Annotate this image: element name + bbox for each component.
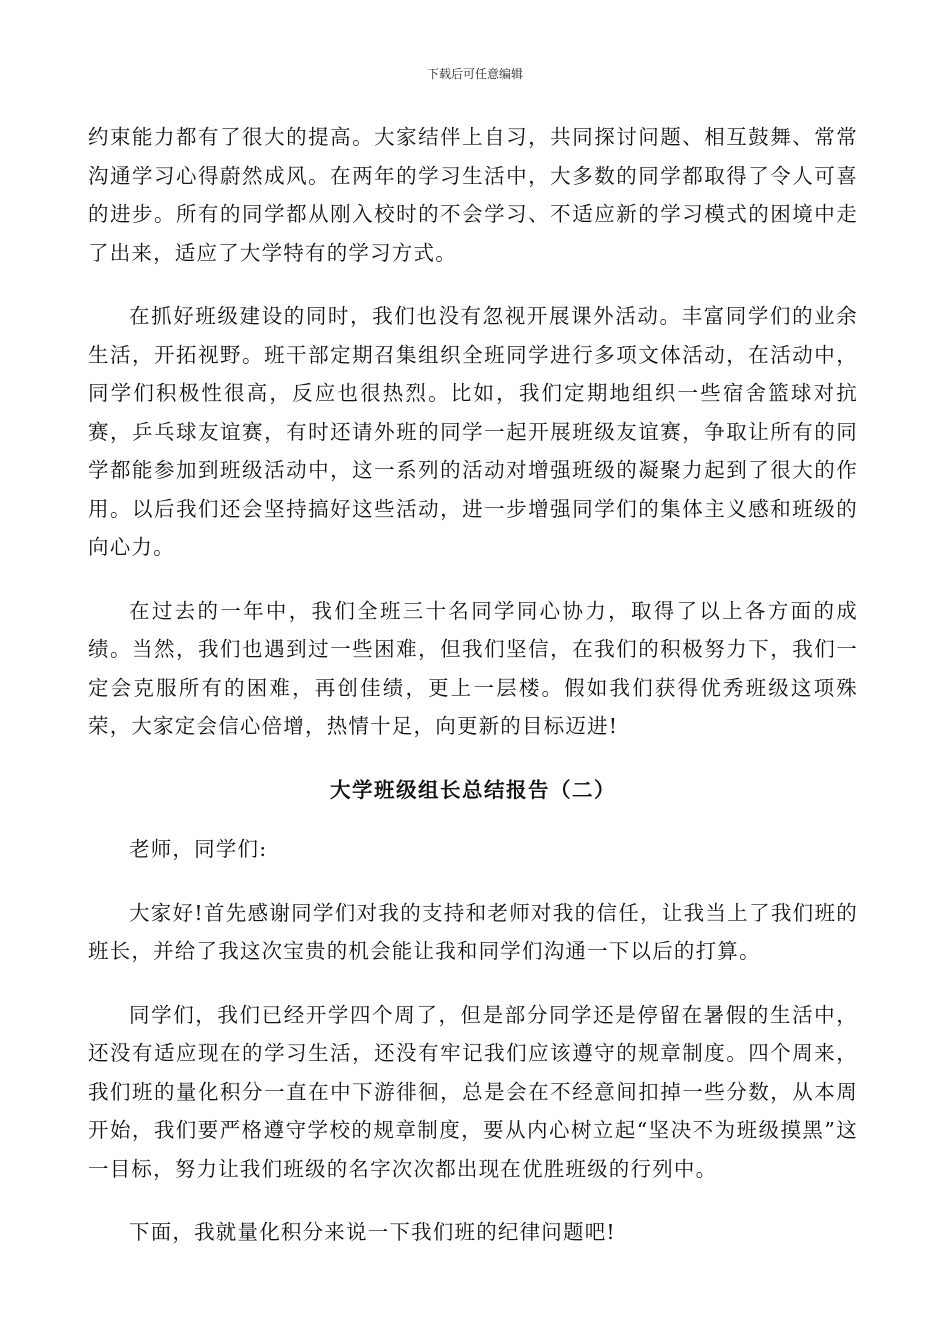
body-paragraph: 在过去的一年中，我们全班三十名同学同心协力，取得了以上各方面的成绩。当然，我们也遇到过一些困难，但我们坚信，在我们的积极努力下，我们一定会克服所有的困难，再创佳绩，更上一层楼。假如我们获得优秀班级这项殊荣，大家定会信心倍增，热情十足，向更新的目标迈进! [88,598,858,738]
body-paragraph: 约束能力都有了很大的提高。大家结伴上自习，共同探讨问题、相互鼓舞、常常沟通学习心得蔚然成风。在两年的学习生活中，大多数的同学都取得了令人可喜的进步。所有的同学都从刚入校时的不会学习、不适应新的学习模式的困境中走了出来，适应了大学特有的学习方式。 [88,125,858,265]
body-paragraph: 下面，我就量化积分来说一下我们班的纪律问题吧! [129,1220,616,1244]
page-header-note: 下载后可任意编辑 [426,67,523,81]
document-body [88,118,858,1277]
body-paragraph: 大家好!首先感谢同学们对我的支持和老师对我的信任，让我当上了我们班的班长，并给了我这次宝贵的机会能让我和同学们沟通一下以后的打算。 [88,900,858,963]
salutation: 老师，同学们: [129,837,268,861]
body-paragraph: 同学们，我们已经开学四个周了，但是部分同学还是停留在暑假的生活中，还没有适应现在的学习生活，还没有牢记我们应该遵守的规章制度。四个周来，我们班的量化积分一直在中下游徘徊，总是会在不经意间扣掉一些分数，从本周开始，我们要严格遵守学校的规章制度，要从内心树立起“坚决不为班级摸黑”这一目标，努力让我们班级的名字次次都出现在优胜班级的行列中。 [88,1002,858,1181]
section-title: 大学班级组长总结报告（二） [330,777,616,802]
body-paragraph: 在抓好班级建设的同时，我们也没有忽视开展课外活动。丰富同学们的业余生活，开拓视野。班干部定期召集组织全班同学进行多项文体活动，在活动中，同学们积极性很高，反应也很热烈。比如，我们定期地组织一些宿舍篮球对抗赛，乒乓球友谊赛，有时还请外班的同学一起开展班级友谊赛，争取让所有的同学都能参加到班级活动中，这一系列的活动对增强班级的凝聚力起到了很大的作用。以后我们还会坚持搞好这些活动，进一步增强同学们的集体主义感和班级的向心力。 [88,304,858,559]
